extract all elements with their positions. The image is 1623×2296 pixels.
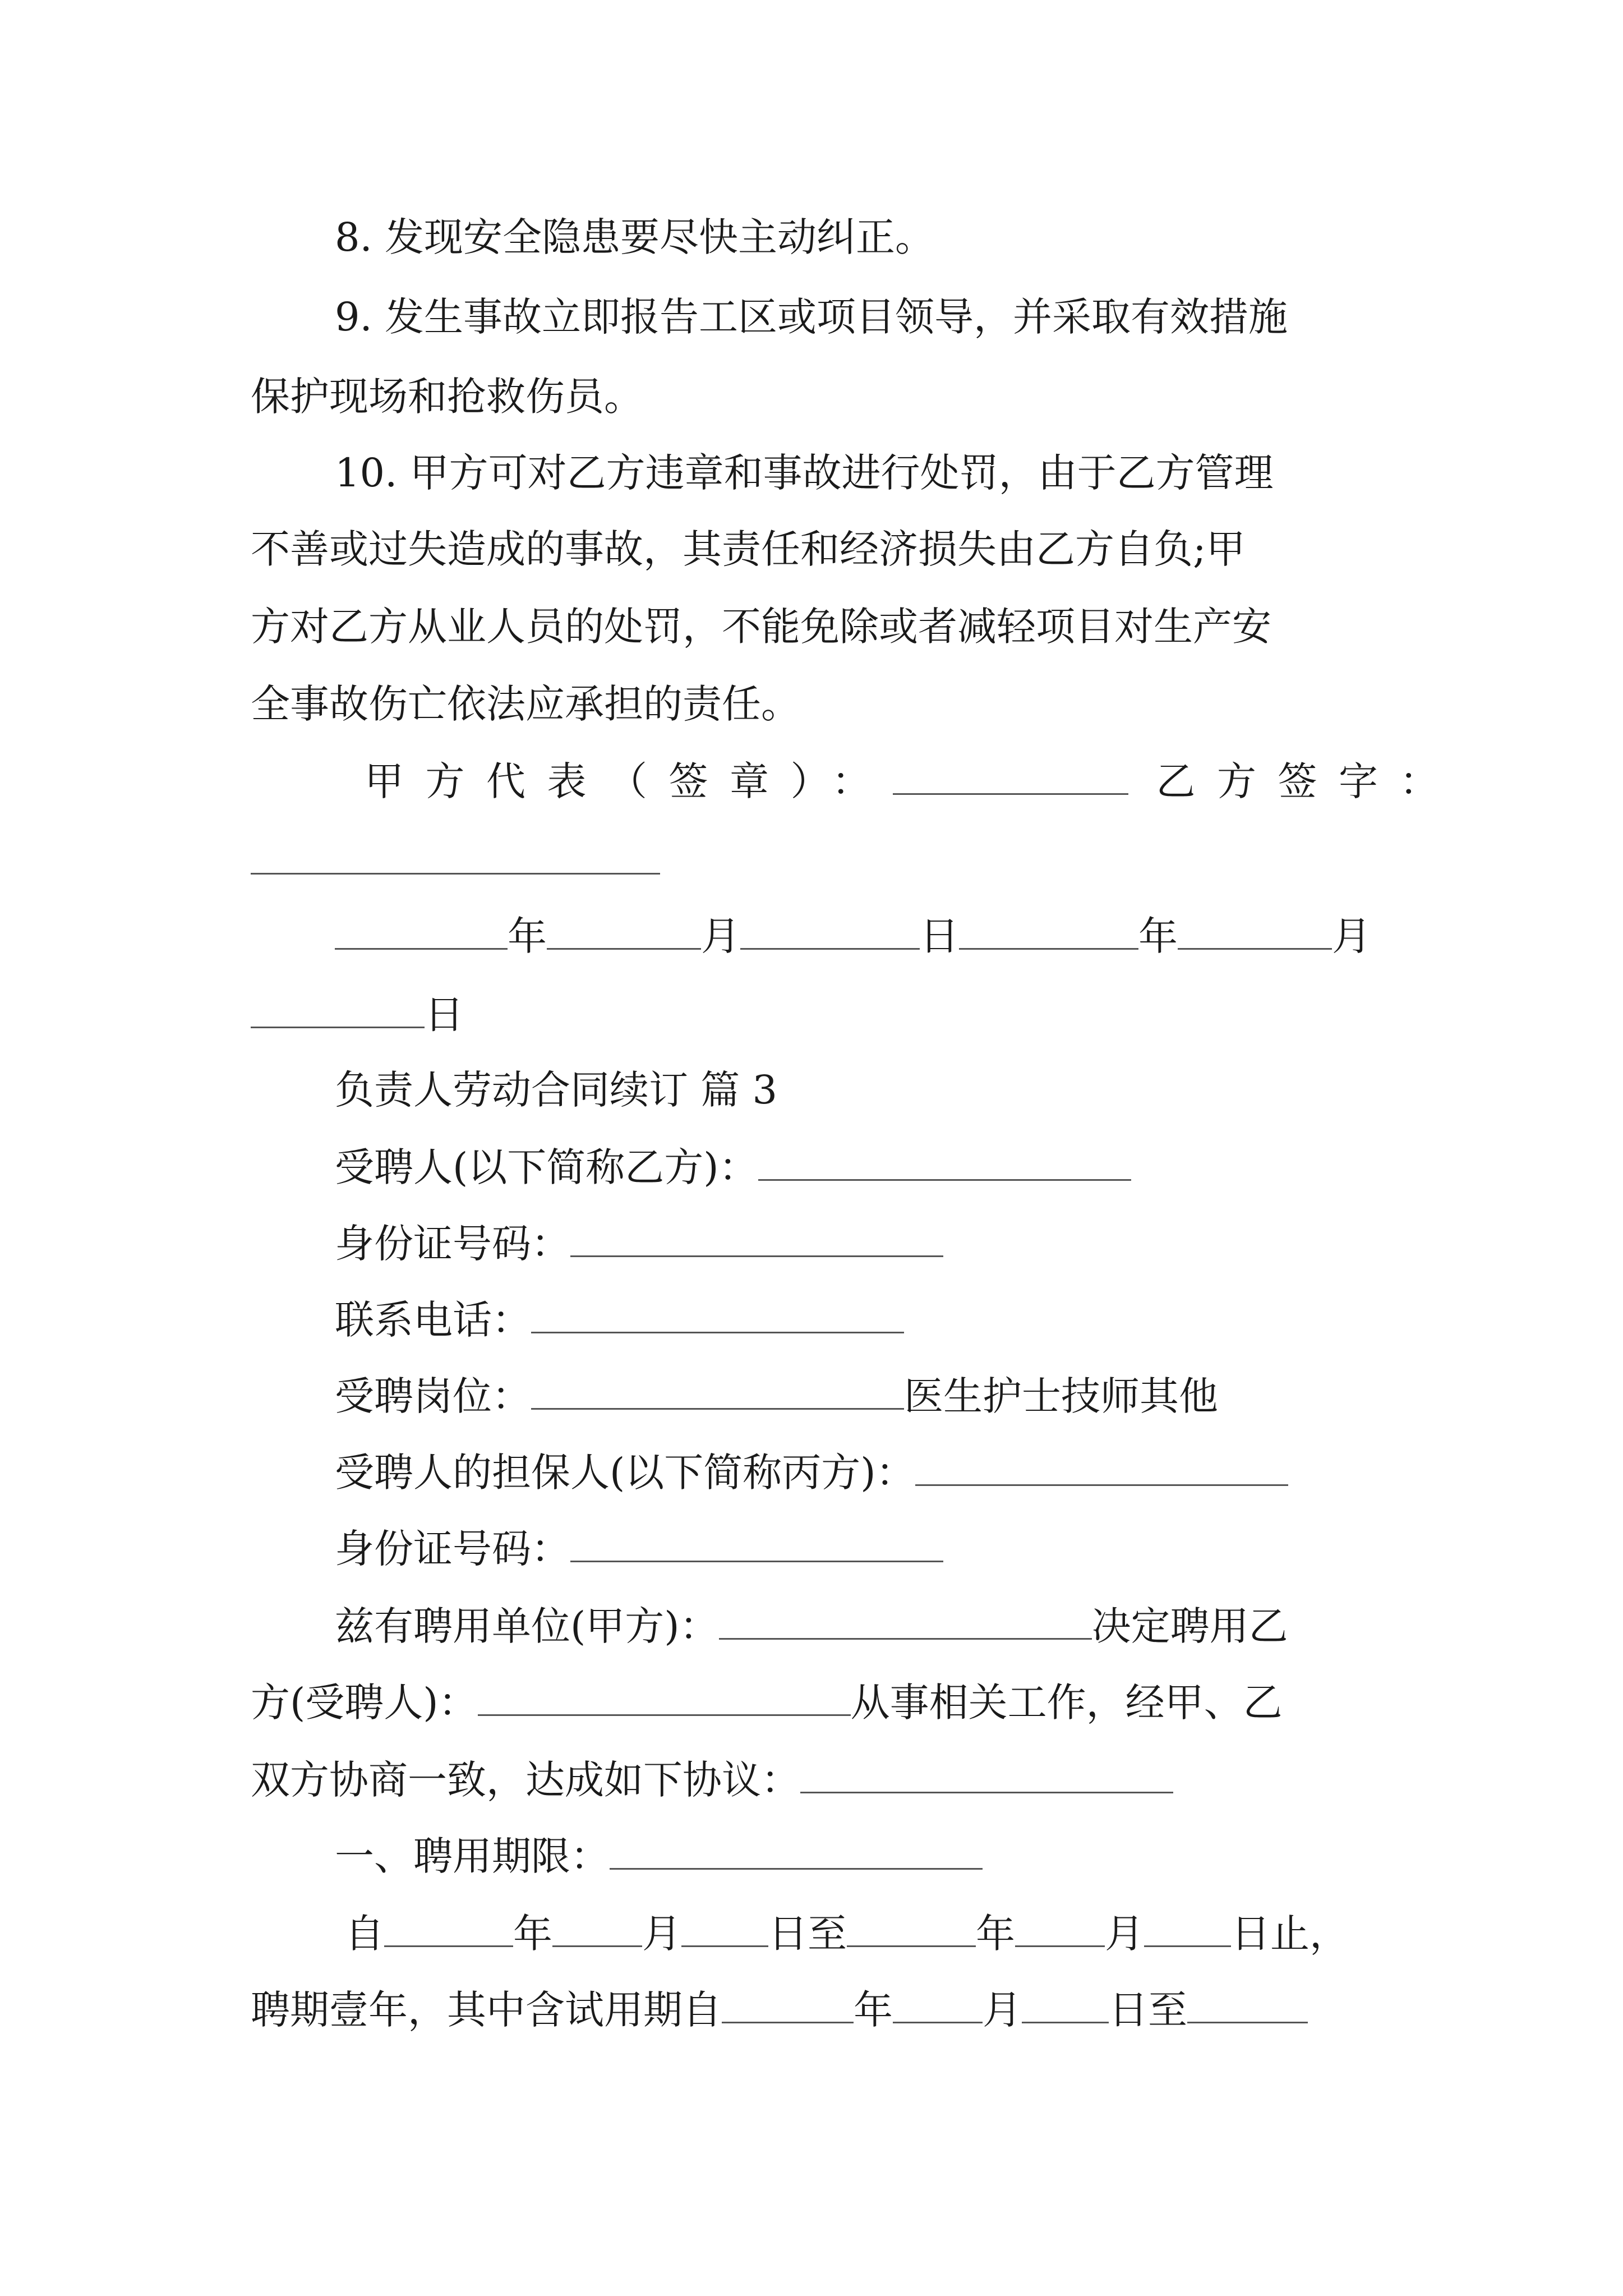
probation-start-day: 日 <box>1109 1987 1148 2033</box>
intro-agreement-text: 双方协商一致，达成如下协议： <box>251 1757 800 1803</box>
probation-start-month: 月 <box>983 1987 1022 2033</box>
intro-line-1 <box>335 1603 1288 1649</box>
guarantor-label: 受聘人的担保人(以下简称丙方)： <box>335 1450 915 1496</box>
date-a-day-blank <box>740 915 920 950</box>
intro-employer-blank <box>719 1605 1092 1640</box>
term-heading: 一、聘用期限： <box>335 1833 610 1879</box>
term-probation-text: 聘期壹年，其中含试用期自 <box>251 1987 722 2033</box>
date-b-month-blank <box>1178 915 1332 950</box>
party-a-signature-label: 甲方代表（签章）： <box>365 758 893 804</box>
id-number-blank <box>570 1223 943 1257</box>
guarantor-id-blank <box>570 1528 943 1562</box>
id-number-field <box>335 1221 943 1267</box>
phone-label: 联系电话： <box>335 1297 531 1343</box>
probation-start-day-blank <box>1022 1989 1109 2023</box>
intro-line-2 <box>251 1680 1283 1726</box>
term-start-year: 年 <box>513 1911 552 1957</box>
signature-line <box>365 758 1460 804</box>
date-b-day: 日 <box>425 992 464 1038</box>
clause-10-line-4: 全事故伤亡依法应承担的责任。 <box>251 681 800 727</box>
clause-9-line-2: 保护现场和抢救伤员。 <box>251 374 643 420</box>
date-b-day-blank <box>251 994 425 1028</box>
date-b-year-blank <box>959 915 1138 950</box>
probation-end-year-blank <box>1187 1989 1308 2023</box>
date-a-day: 日 <box>920 913 959 959</box>
term-end-month: 月 <box>1105 1911 1144 1957</box>
term-period-line <box>345 1911 1349 1957</box>
date-b-year: 年 <box>1138 913 1178 959</box>
intro-employee-label: 方(受聘人)： <box>251 1680 478 1726</box>
clause-9-line-1: 9. 发生事故立即报告工区或项目领导，并采取有效措施 <box>335 294 1288 340</box>
employee-label: 受聘人(以下简称乙方)： <box>335 1144 758 1190</box>
intro-work-text: 从事相关工作，经甲、乙 <box>850 1680 1283 1726</box>
term-heading-line <box>335 1833 983 1879</box>
term-end-year-blank <box>847 1913 976 1947</box>
party-b-signature-blank <box>251 840 660 875</box>
term-until: 止， <box>1270 1911 1349 1957</box>
intro-employer-label: 兹有聘用单位(甲方)： <box>335 1603 719 1649</box>
date-a-year: 年 <box>508 913 547 959</box>
clause-10-line-2: 不善或过失造成的事故，其责任和经济损失由乙方自负;甲 <box>251 526 1246 572</box>
term-from: 自 <box>345 1911 384 1957</box>
position-blank <box>531 1375 904 1410</box>
clause-10-line-1: 10. 甲方可对乙方违章和事故进行处罚，由于乙方管理 <box>335 450 1274 496</box>
term-start-day-blank <box>681 1913 768 1947</box>
intro-decision-text: 决定聘用乙 <box>1091 1603 1288 1649</box>
date-a-year-blank <box>335 915 508 950</box>
employee-blank <box>758 1147 1131 1181</box>
guarantor-blank <box>915 1452 1288 1486</box>
party-b-signature-line <box>251 840 660 881</box>
intro-employee-blank <box>478 1682 851 1716</box>
party-b-signature-label: 乙方签字： <box>1156 758 1460 804</box>
guarantor-id-label: 身份证号码： <box>335 1526 570 1572</box>
section-title: 负责人劳动合同续订 篇 3 <box>335 1067 778 1113</box>
term-start-day: 日 <box>768 1911 808 1957</box>
term-end-day: 日 <box>1231 1911 1270 1957</box>
date-b-month: 月 <box>1332 913 1371 959</box>
term-heading-blank <box>610 1835 983 1870</box>
probation-start-year: 年 <box>854 1987 893 2033</box>
date-line-2 <box>251 992 464 1038</box>
party-a-signature-blank <box>893 761 1128 795</box>
guarantor-id-field <box>335 1526 943 1572</box>
id-number-label: 身份证号码： <box>335 1221 570 1267</box>
clause-8: 8. 发现安全隐患要尽快主动纠正。 <box>335 214 935 260</box>
date-line <box>335 913 1371 959</box>
position-field <box>335 1373 1218 1419</box>
probation-start-year-blank <box>722 1989 854 2023</box>
employee-field <box>335 1144 1131 1190</box>
position-label: 受聘岗位： <box>335 1373 531 1419</box>
phone-blank <box>531 1299 904 1333</box>
probation-start-month-blank <box>893 1989 983 2023</box>
intro-line-3 <box>251 1757 1173 1803</box>
term-start-month: 月 <box>642 1911 681 1957</box>
probation-to: 至 <box>1148 1987 1187 2033</box>
term-start-month-blank <box>552 1913 642 1947</box>
term-end-month-blank <box>1015 1913 1105 1947</box>
phone-field <box>335 1297 904 1343</box>
term-end-day-blank <box>1144 1913 1231 1947</box>
term-start-year-blank <box>384 1913 513 1947</box>
position-options: 医生护士技师其他 <box>904 1373 1218 1419</box>
clause-10-line-3: 方对乙方从业人员的处罚，不能免除或者减轻项目对生产安 <box>251 604 1271 650</box>
term-end-year: 年 <box>976 1911 1015 1957</box>
date-a-month: 月 <box>701 913 740 959</box>
term-to: 至 <box>808 1911 847 1957</box>
term-probation-line <box>251 1987 1308 2033</box>
intro-agreement-blank <box>800 1759 1173 1793</box>
guarantor-field <box>335 1450 1288 1496</box>
date-a-month-blank <box>547 915 701 950</box>
